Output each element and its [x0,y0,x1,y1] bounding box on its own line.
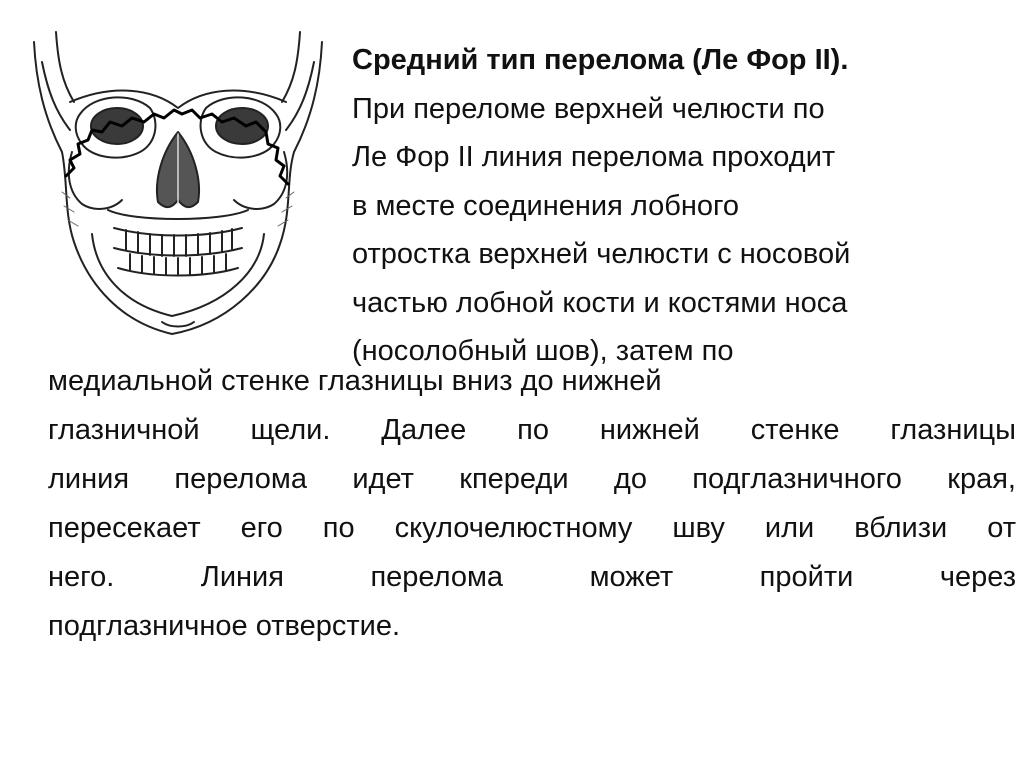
bottom-text-block [48,357,1016,651]
top-text-line: (носолобный шов), затем по [352,335,734,367]
top-text-line: Ле Фор II линия перелома проходит [352,141,836,173]
top-text-line: отростка верхней челюсти с носовой [352,238,851,270]
bottom-text-line: подглазничное отверстие. [48,610,401,642]
slide-heading: Средний тип перелома (Ле Фор II). [352,44,849,76]
top-text-line: в месте соединения лобного [352,189,740,222]
bottom-text-line: глазничной щели. Далее по нижней стенке глазницы [48,414,1016,446]
bottom-text-line: пересекает его по скулочелюстному шву или вблизи от [48,512,1016,544]
top-text-line: При переломе верхней челюсти по [352,92,825,125]
bottom-text-line: него. Линия перелома может пройти через [48,561,1016,593]
bottom-text-line: линия перелома идет кпереди до подглазничного края, [48,463,1016,495]
top-text-line: частью лобной кости и костями носа [352,286,848,319]
bottom-text-line: медиальной стенке глазницы вниз до нижней [48,365,662,397]
skull-fracture-illustration [22,22,334,352]
top-text-block [352,36,1002,376]
